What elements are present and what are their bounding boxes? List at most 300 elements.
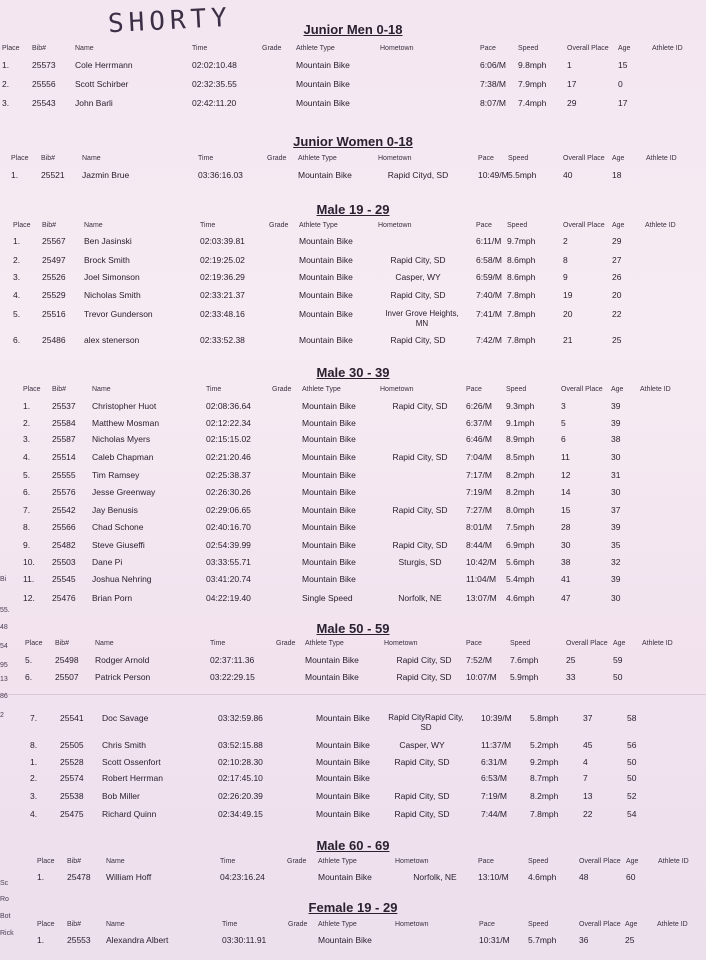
edge-fragment: Sc [0,880,9,887]
cell-hometown: Rapid City, SD [392,401,448,411]
column-header-pace: Pace [466,640,482,647]
cell-name: Joshua Nehring [92,574,152,584]
cell-pace: 7:42/M [476,335,502,345]
column-header-athlete-type: Athlete Type [296,45,335,52]
column-header-bib: Bib# [67,921,82,928]
cell-overall: 25 [566,655,576,665]
cell-place: 4. [30,809,38,819]
cell-overall: 7 [583,773,588,783]
cell-overall: 13 [583,791,593,801]
cell-hometown: Rapid City, SD [394,757,450,767]
cell-overall: 15 [561,505,571,515]
cell-bib: 25516 [42,309,66,319]
cell-speed: 9.7mph [507,236,536,246]
column-header-place: Place [25,640,43,647]
cell-name: Jazmin Brue [82,170,130,180]
cell-pace: 11:04/M [466,574,497,584]
cell-pace: 6:11/M [476,236,502,246]
cell-hometown: Casper, WY [395,272,441,282]
cell-pace: 8:44/M [466,540,492,550]
cell-pace: 7:17/M [466,470,492,480]
column-header-grade: Grade [262,45,282,52]
column-header-overall: Overall Place [561,386,603,393]
column-header-name: Name [106,858,125,865]
result-row [0,655,706,669]
cell-pace: 6:26/M [466,401,492,411]
result-row [0,272,706,286]
cell-age: 39 [611,574,621,584]
cell-type: Mountain Bike [302,418,356,428]
cell-speed: 5.4mph [506,574,535,584]
column-header-athlete-id: Athlete ID [657,921,688,928]
section-title: Female 19 - 29 [308,900,398,915]
cell-speed: 7.6mph [510,655,539,665]
cell-hometown: Norfolk, NE [413,872,457,882]
cell-speed: 8.7mph [530,773,559,783]
cell-overall: 48 [579,872,589,882]
cell-age: 0 [618,79,623,89]
cell-time: 02:40:16.70 [206,522,251,532]
cell-pace: 7:41/M [476,309,502,319]
cell-hometown: Norfolk, NE [398,593,442,603]
edge-fragment: 86 [0,693,8,700]
cell-pace: 13:07/M [466,593,497,603]
cell-bib: 25486 [42,335,66,345]
column-header-age: Age [612,222,625,229]
cell-place: 3. [13,272,21,282]
cell-overall: 1 [567,60,572,70]
cell-name: alex stenerson [84,335,140,345]
cell-name: Jay Benusis [92,505,138,515]
edge-fragment: Ro [0,896,9,903]
column-header-speed: Speed [507,222,528,229]
edge-fragment: 54 [0,643,8,650]
cell-time: 03:33:55.71 [206,557,251,567]
cell-hometown: Rapid City, SD [390,290,446,300]
result-row [0,98,706,112]
cell-time: 02:21:20.46 [206,452,251,462]
cell-pace: 8:07/M [480,98,506,108]
cell-name: Dane Pi [92,557,123,567]
cell-place: 1. [37,935,45,945]
cell-name: Tim Ramsey [92,470,140,480]
cell-bib: 25476 [52,593,76,603]
cell-pace: 10:07/M [466,672,497,682]
column-header-age: Age [611,386,624,393]
column-header-bib: Bib# [55,640,70,647]
cell-place: 8. [30,740,38,750]
column-header-pace: Pace [479,921,495,928]
cell-time: 02:37:11.36 [210,655,255,665]
cell-bib: 25566 [52,522,76,532]
cell-place: 4. [13,290,21,300]
cell-speed: 8.0mph [506,505,535,515]
result-row [0,522,706,536]
cell-time: 02:33:52.38 [200,335,245,345]
cell-name: John Barli [75,98,113,108]
page-crease [0,694,706,695]
cell-pace: 6:59/M [476,272,502,282]
cell-pace: 7:19/M [481,791,507,801]
cell-overall: 36 [579,935,589,945]
cell-speed: 8.2mph [506,487,535,497]
result-row [0,757,706,771]
cell-overall: 30 [561,540,571,550]
cell-bib: 25545 [52,574,76,584]
cell-type: Mountain Bike [302,470,356,480]
column-header-name: Name [84,222,103,229]
cell-overall: 45 [583,740,593,750]
cell-speed: 8.6mph [507,255,536,265]
cell-time: 02:08:36.64 [206,401,251,411]
section-title: Male 50 - 59 [316,621,390,636]
column-header-name: Name [106,921,125,928]
result-row [0,79,706,93]
cell-overall: 9 [563,272,568,282]
result-row [0,740,706,754]
cell-time: 02:34:49.15 [218,809,263,819]
cell-speed: 8.2mph [506,470,535,480]
cell-age: 56 [627,740,637,750]
section-title: Male 30 - 39 [316,365,390,380]
column-header-pace: Pace [480,45,496,52]
cell-type: Mountain Bike [316,791,370,801]
cell-age: 50 [613,672,623,682]
cell-speed: 8.2mph [530,791,559,801]
cell-pace: 6:37/M [466,418,492,428]
column-header-overall: Overall Place [566,640,608,647]
cell-bib: 25556 [32,79,56,89]
cell-bib: 25567 [42,236,66,246]
column-header-bib: Bib# [42,222,57,229]
cell-bib: 25555 [52,470,76,480]
cell-place: 11. [23,574,35,584]
cell-age: 20 [612,290,622,300]
cell-age: 22 [612,309,622,319]
column-header-speed: Speed [528,921,549,928]
cell-speed: 5.7mph [528,935,557,945]
column-header-athlete-id: Athlete ID [645,222,676,229]
cell-overall: 47 [561,593,571,603]
cell-pace: 10:31/M [479,935,510,945]
cell-place: 1. [11,170,19,180]
cell-bib: 25543 [32,98,56,108]
result-row [0,255,706,269]
cell-age: 32 [611,557,621,567]
cell-place: 6. [23,487,31,497]
result-row [0,872,706,886]
cell-time: 04:22:19.40 [206,593,251,603]
cell-bib: 25529 [42,290,66,300]
cell-overall: 8 [563,255,568,265]
cell-name: Doc Savage [102,713,149,723]
edge-fragment: 48 [0,624,8,631]
result-row [0,470,706,484]
cell-speed: 7.8mph [530,809,559,819]
cell-name: Chris Smith [102,740,146,750]
cell-time: 02:32:35.55 [192,79,237,89]
cell-pace: 6:46/M [466,434,492,444]
cell-type: Mountain Bike [299,255,353,265]
section-title: Junior Women 0-18 [293,134,413,149]
cell-overall: 20 [563,309,573,319]
column-header-place: Place [37,858,55,865]
cell-hometown: Rapid City, SD [394,809,450,819]
section-title: Junior Men 0-18 [303,22,403,37]
cell-type: Mountain Bike [302,540,356,550]
cell-name: Chad Schone [92,522,144,532]
result-row [0,809,706,823]
cell-speed: 8.5mph [506,452,535,462]
cell-hometown: Rapid City, SD [396,655,452,665]
cell-bib: 25573 [32,60,56,70]
cell-time: 02:02:10.48 [192,60,237,70]
cell-time: 03:32:59.86 [218,713,263,723]
column-header-athlete-type: Athlete Type [298,155,337,162]
edge-fragment: 55. [0,607,10,614]
cell-bib: 25576 [52,487,76,497]
cell-hometown: Sturgis, SD [398,557,442,567]
cell-overall: 14 [561,487,571,497]
cell-speed: 4.6mph [506,593,535,603]
cell-overall: 3 [561,401,566,411]
cell-pace: 7:04/M [466,452,492,462]
cell-age: 26 [612,272,622,282]
cell-time: 02:19:25.02 [200,255,245,265]
cell-name: Christopher Huot [92,401,157,411]
cell-pace: 7:44/M [481,809,507,819]
cell-pace: 7:27/M [466,505,492,515]
cell-hometown: Rapid City, SD [392,540,448,550]
column-header-overall: Overall Place [579,921,621,928]
cell-pace: 10:49/M [478,170,509,180]
cell-bib: 25503 [52,557,76,567]
cell-type: Mountain Bike [302,505,356,515]
cell-pace: 6:53/M [481,773,507,783]
cell-age: 58 [627,713,637,723]
edge-fragment: 95 [0,662,8,669]
cell-place: 9. [23,540,31,550]
cell-type: Mountain Bike [316,773,370,783]
cell-type: Mountain Bike [316,740,370,750]
cell-place: 3. [23,434,31,444]
column-header-pace: Pace [478,155,494,162]
cell-type: Mountain Bike [318,935,372,945]
cell-speed: 5.5mph [508,170,537,180]
column-header-hometown: Hometown [380,45,414,52]
cell-time: 04:23:16.24 [220,872,265,882]
cell-place: 2. [23,418,31,428]
cell-speed: 7.8mph [507,335,536,345]
cell-bib: 25475 [60,809,84,819]
cell-hometown: Rapid City, SD [394,791,450,801]
result-row [0,773,706,787]
result-row [0,593,706,607]
cell-place: 2. [2,79,10,89]
cell-time: 02:10:28.30 [218,757,263,767]
cell-type: Mountain Bike [305,655,359,665]
edge-fragment: Bot [0,913,11,920]
cell-speed: 5.6mph [506,557,535,567]
cell-type: Mountain Bike [299,335,353,345]
result-row [0,713,706,732]
cell-overall: 21 [563,335,573,345]
column-header-grade: Grade [276,640,296,647]
cell-age: 50 [627,773,637,783]
cell-time: 02:03:39.81 [200,236,245,246]
cell-name: Matthew Mosman [92,418,160,428]
cell-speed: 7.4mph [518,98,547,108]
cell-type: Mountain Bike [316,713,370,723]
column-header-time: Time [222,921,238,928]
cell-name: Ben Jasinski [84,236,132,246]
cell-time: 02:29:06.65 [206,505,251,515]
cell-time: 03:41:20.74 [206,574,251,584]
section-title: Male 60 - 69 [316,838,390,853]
cell-name: Nicholas Smith [84,290,141,300]
cell-time: 03:30:11.91 [222,935,267,945]
cell-type: Mountain Bike [302,452,356,462]
cell-overall: 4 [583,757,588,767]
cell-place: 2. [30,773,38,783]
cell-overall: 41 [561,574,571,584]
cell-hometown: Rapid CityRapid City, SD [388,713,464,732]
cell-overall: 6 [561,434,566,444]
cell-place: 1. [23,401,31,411]
cell-speed: 5.8mph [530,713,559,723]
cell-name: Rodger Arnold [95,655,150,665]
column-header-bib: Bib# [52,386,67,393]
cell-name: Brian Porn [92,593,133,603]
cell-time: 02:33:21.37 [200,290,245,300]
column-header-age: Age [618,45,631,52]
cell-type: Mountain Bike [299,236,353,246]
cell-place: 8. [23,522,31,532]
cell-type: Mountain Bike [302,434,356,444]
cell-time: 02:12:22.34 [206,418,251,428]
cell-bib: 25505 [60,740,84,750]
column-header-athlete-type: Athlete Type [318,921,357,928]
cell-overall: 12 [561,470,571,480]
handwritten-note: SHORTY [107,2,233,40]
cell-name: Robert Herrman [102,773,163,783]
result-row [0,309,706,328]
cell-type: Mountain Bike [296,98,350,108]
cell-pace: 7:38/M [480,79,506,89]
cell-overall: 33 [566,672,576,682]
cell-name: Cole Herrmann [75,60,133,70]
cell-place: 10. [23,557,35,567]
column-header-athlete-type: Athlete Type [299,222,338,229]
cell-speed: 6.9mph [506,540,535,550]
cell-age: 31 [611,470,621,480]
result-row [0,60,706,74]
cell-hometown: Rapid City, SD [396,672,452,682]
cell-time: 02:17:45.10 [218,773,263,783]
cell-age: 30 [611,452,621,462]
result-row [0,935,706,949]
cell-type: Mountain Bike [302,401,356,411]
column-header-grade: Grade [269,222,289,229]
column-header-name: Name [82,155,101,162]
edge-fragment: Bi [0,576,7,583]
cell-place: 1. [13,236,21,246]
edge-fragment: 13 [0,676,8,683]
cell-name: Trevor Gunderson [84,309,153,319]
cell-bib: 25528 [60,757,84,767]
result-row [0,418,706,432]
column-header-speed: Speed [518,45,539,52]
cell-time: 03:22:29.15 [210,672,255,682]
column-header-time: Time [206,386,222,393]
cell-place: 6. [25,672,33,682]
cell-speed: 9.2mph [530,757,559,767]
cell-type: Mountain Bike [305,672,359,682]
cell-overall: 40 [563,170,573,180]
cell-overall: 29 [567,98,577,108]
cell-type: Mountain Bike [298,170,352,180]
cell-age: 25 [612,335,622,345]
cell-overall: 28 [561,522,571,532]
cell-speed: 4.6mph [528,872,557,882]
cell-name: Scott Schirber [75,79,129,89]
cell-name: Caleb Chapman [92,452,154,462]
cell-pace: 6:06/M [480,60,506,70]
cell-place: 5. [23,470,31,480]
cell-pace: 13:10/M [478,872,509,882]
cell-overall: 11 [561,452,570,462]
cell-pace: 6:58/M [476,255,502,265]
cell-bib: 25542 [52,505,76,515]
column-header-hometown: Hometown [380,386,414,393]
cell-type: Mountain Bike [299,290,353,300]
column-header-bib: Bib# [41,155,56,162]
cell-time: 02:19:36.29 [200,272,245,282]
cell-overall: 2 [563,236,568,246]
column-header-name: Name [75,45,94,52]
cell-speed: 7.9mph [518,79,547,89]
result-row [0,791,706,805]
cell-age: 18 [612,170,622,180]
cell-bib: 25538 [60,791,84,801]
cell-age: 25 [625,935,635,945]
cell-place: 5. [25,655,33,665]
cell-age: 52 [627,791,637,801]
column-header-grade: Grade [272,386,292,393]
result-row [0,170,706,184]
result-row [0,557,706,571]
cell-overall: 17 [567,79,577,89]
column-header-place: Place [13,222,31,229]
cell-name: William Hoff [106,872,152,882]
column-header-hometown: Hometown [378,155,412,162]
cell-place: 1. [37,872,45,882]
cell-age: 60 [626,872,636,882]
column-header-bib: Bib# [67,858,82,865]
cell-speed: 8.9mph [506,434,535,444]
result-row [0,236,706,250]
result-row [0,335,706,349]
cell-hometown: Rapid City, SD [390,335,446,345]
cell-hometown: Casper, WY [399,740,445,750]
cell-age: 29 [612,236,622,246]
cell-pace: 6:31/M [481,757,507,767]
section-title: Male 19 - 29 [316,202,390,217]
cell-bib: 25553 [67,935,91,945]
cell-age: 39 [611,401,621,411]
cell-name: Jesse Greenway [92,487,156,497]
cell-time: 02:25:38.37 [206,470,251,480]
